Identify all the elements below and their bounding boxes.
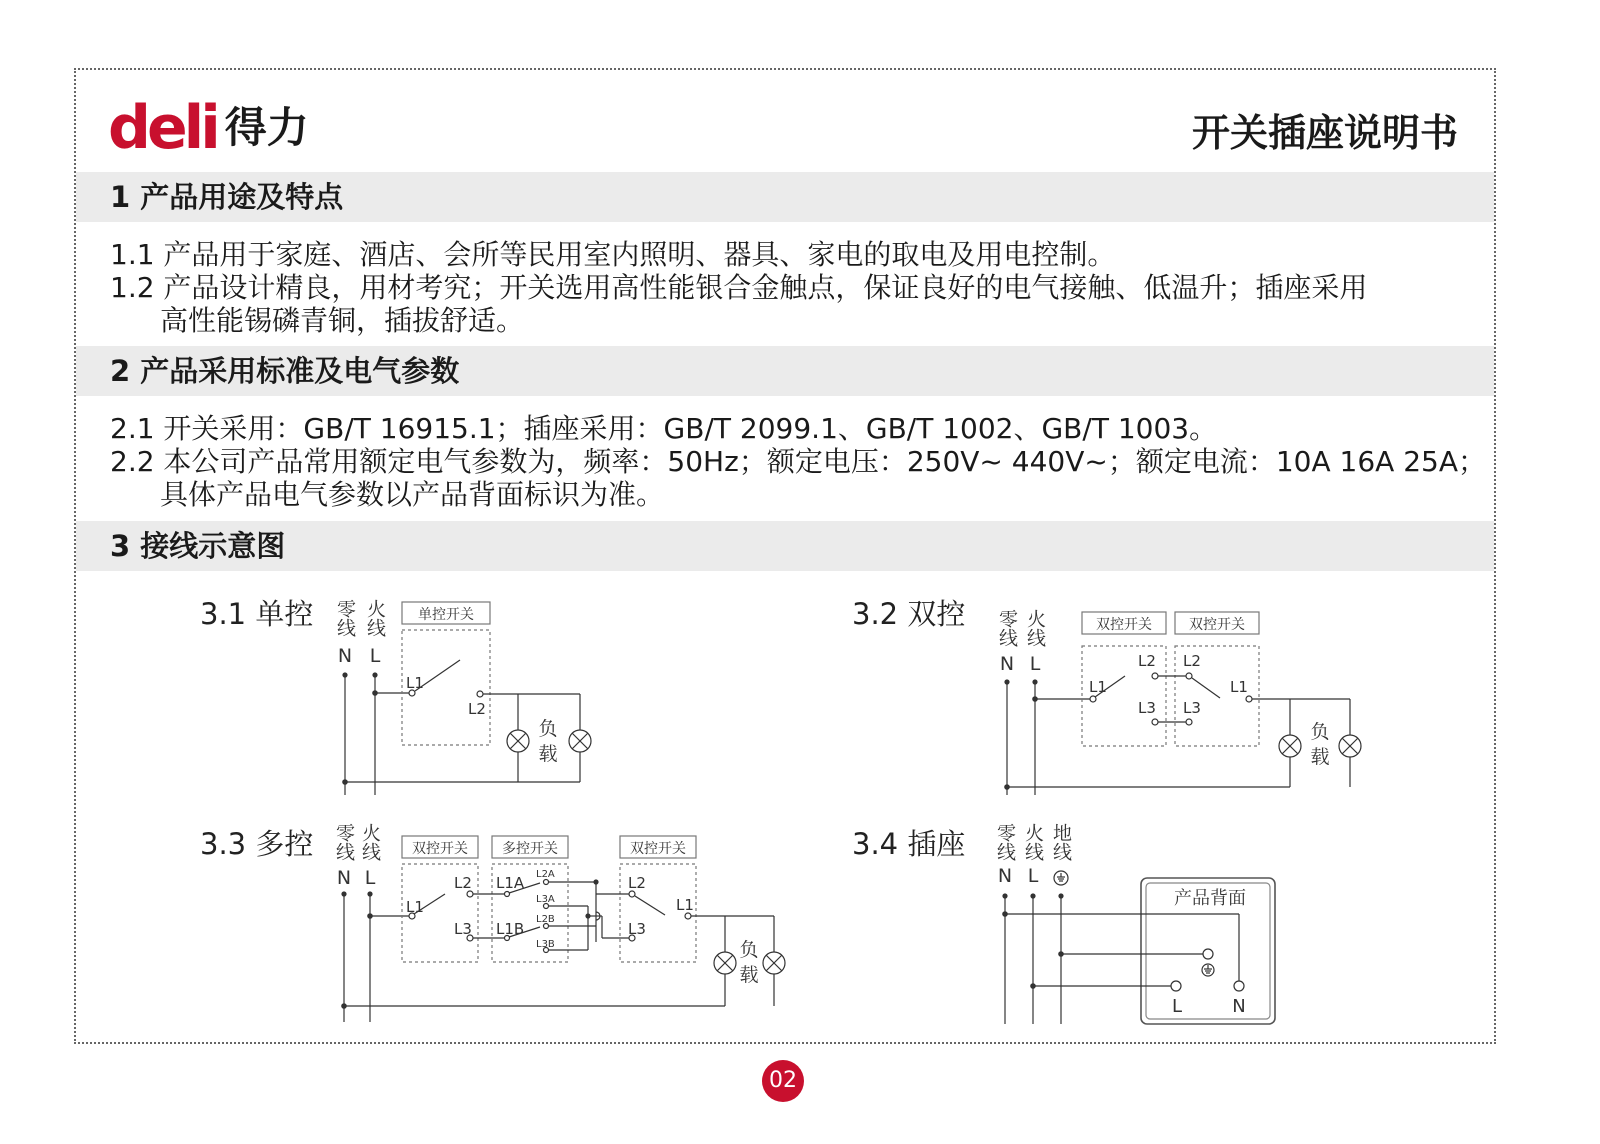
terminal-l3b: L3B	[536, 939, 555, 950]
logo-cn: 得力	[224, 103, 309, 152]
n-label: N	[336, 867, 352, 889]
diagram-label-3-3: 3.3 多控	[200, 827, 314, 861]
section-heading-3: 3 接线示意图	[76, 521, 1494, 571]
terminal-l2-c: L2	[628, 874, 646, 892]
live-label: 火线	[1022, 823, 1044, 861]
l-label: L	[364, 867, 376, 889]
n-label: N	[337, 645, 353, 667]
switch2-name: 多控开关	[502, 841, 558, 857]
terminal-l2-b: L2	[1183, 652, 1201, 670]
page-number: 02	[762, 1060, 804, 1102]
document-title: 开关插座说明书	[1191, 111, 1458, 155]
logo-latin: deli	[108, 93, 217, 163]
switch1-name: 双控开关	[1096, 617, 1152, 633]
live-label: 火线	[359, 823, 381, 861]
section-heading-1: 1 产品用途及特点	[76, 172, 1494, 222]
diagram-label-3-2: 3.2 双控	[852, 597, 966, 631]
para-2-1: 2.1 开关采用：GB/T 16915.1；插座采用：GB/T 2099.1、GB/T 1002、GB/T 1003。	[110, 412, 1218, 445]
diagram-socket	[985, 822, 1285, 1032]
terminal-l1: L1	[406, 674, 424, 692]
para-1-2: 1.2 产品设计精良，用材考究；开关选用高性能银合金触点，保证良好的电气接触、低温升；插座采用	[110, 271, 1368, 304]
l-label: L	[1029, 653, 1041, 675]
para-2-2-cont: 具体产品电气参数以产品背面标识为准。	[160, 478, 665, 511]
terminal-l3-a: L3	[1138, 699, 1156, 717]
neutral-label: 零线	[334, 599, 356, 637]
l-label: L	[369, 645, 381, 667]
socket-n-pin: N	[1232, 996, 1246, 1017]
terminal-l1-a: L1	[1089, 678, 1107, 696]
load-label-1: 负	[739, 939, 759, 961]
terminal-l1-c: L1	[676, 896, 694, 914]
terminal-l1-a: L1	[406, 898, 424, 916]
terminal-l2: L2	[468, 700, 486, 718]
switch3-name: 双控开关	[630, 841, 686, 857]
para-2-2: 2.2 本公司产品常用额定电气参数为，频率：50Hz；额定电压：250V~ 440V~；额定电流：10A 16A 25A；	[110, 445, 1486, 478]
load-label-2: 载	[538, 743, 558, 765]
diagram-label-3-1: 3.1 单控	[200, 597, 314, 631]
switch1-name: 双控开关	[412, 841, 468, 857]
neutral-label: 零线	[333, 823, 355, 861]
socket-back-label: 产品背面	[1174, 888, 1246, 909]
live-label: 火线	[364, 599, 386, 637]
neutral-label: 零线	[994, 823, 1016, 861]
live-label: 火线	[1024, 609, 1046, 647]
terminal-l1b: L1B	[496, 920, 525, 938]
neutral-label: 零线	[996, 609, 1018, 647]
diagram-single-control	[320, 590, 600, 805]
para-1-1: 1.1 产品用于家庭、酒店、会所等民用室内照明、器具、家电的取电及用电控制。	[110, 238, 1116, 271]
socket-l-pin: L	[1171, 996, 1183, 1017]
terminal-l2b: L2B	[536, 914, 555, 925]
switch-name: 单控开关	[418, 607, 474, 623]
load-label-2: 载	[1310, 746, 1330, 768]
l-label: L	[1027, 865, 1039, 887]
load-label-2: 载	[739, 964, 759, 986]
terminal-l3-b: L3	[1183, 699, 1201, 717]
terminal-l2-a: L2	[1138, 652, 1156, 670]
diagram-multi-control	[320, 822, 800, 1032]
terminal-l1-b: L1	[1230, 678, 1248, 696]
load-label-1: 负	[1310, 721, 1330, 743]
n-label: N	[999, 653, 1015, 675]
load-label-1: 负	[538, 718, 558, 740]
terminal-l1a: L1A	[496, 874, 525, 892]
section-heading-2: 2 产品采用标准及电气参数	[76, 346, 1494, 396]
earth-label: 地线	[1050, 823, 1072, 861]
n-label: N	[997, 865, 1013, 887]
terminal-l2a: L2A	[536, 869, 555, 880]
terminal-l3a: L3A	[536, 894, 555, 905]
brand-logo	[108, 93, 309, 163]
para-1-2-cont: 高性能锡磷青铜，插拔舒适。	[160, 304, 525, 337]
terminal-l3-c: L3	[628, 920, 646, 938]
diagram-dual-control	[985, 600, 1365, 800]
terminal-l3-a: L3	[454, 920, 472, 938]
diagram-label-3-4: 3.4 插座	[852, 827, 966, 861]
terminal-l2-a: L2	[454, 874, 472, 892]
switch2-name: 双控开关	[1189, 617, 1245, 633]
